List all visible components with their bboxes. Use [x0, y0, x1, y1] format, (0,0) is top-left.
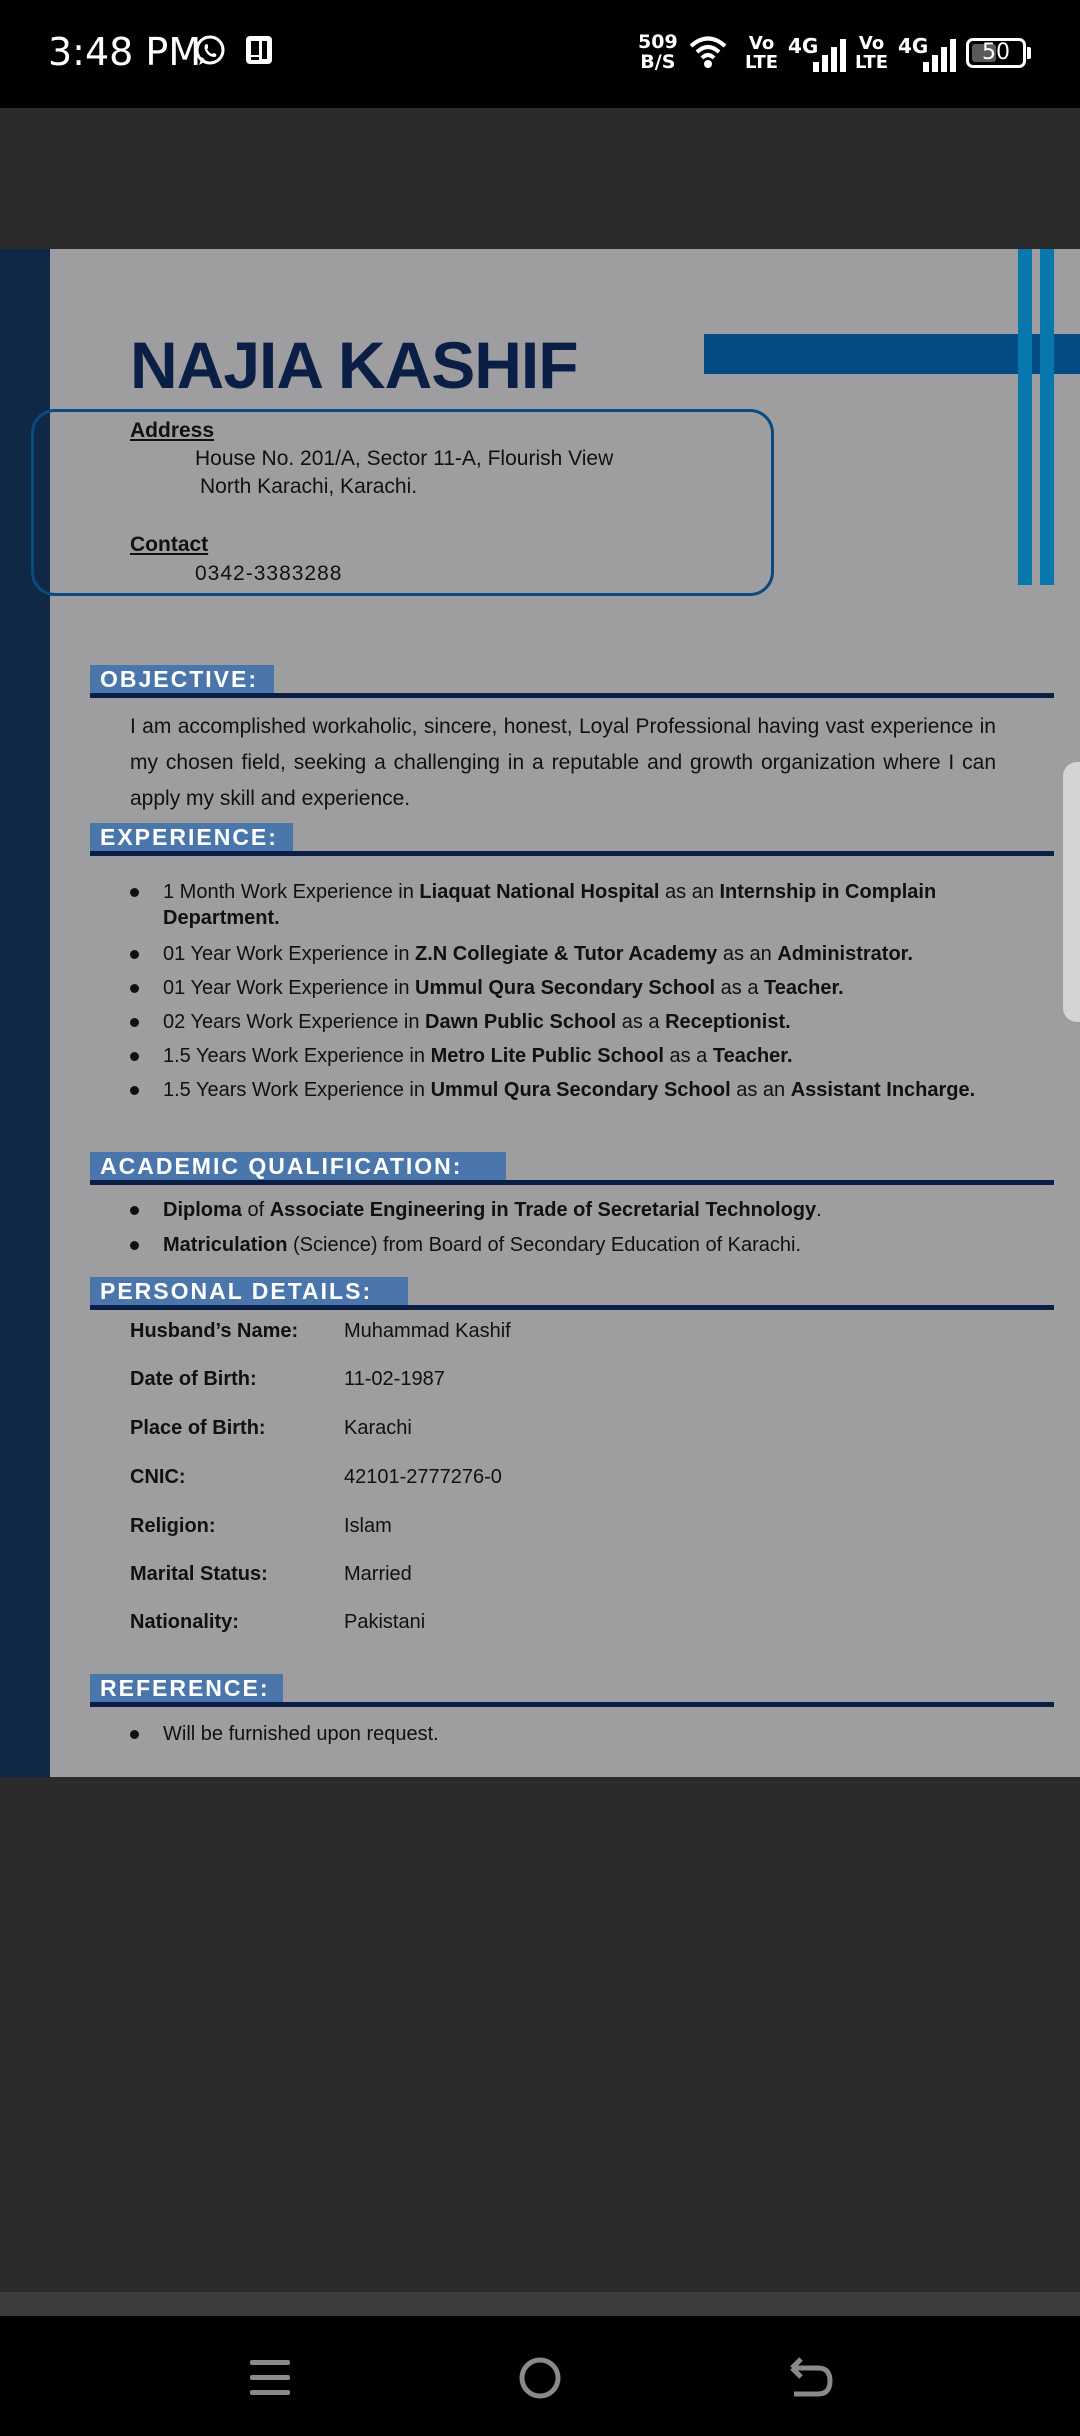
app-notification-icon: [244, 34, 274, 71]
home-button[interactable]: [500, 2344, 580, 2412]
address-line-1: House No. 201/A, Sector 11-A, Flourish View: [195, 447, 614, 470]
signal-icon: [812, 38, 848, 77]
detail-value: 11-02-1987: [344, 1368, 445, 1390]
battery-nub: [1027, 47, 1031, 59]
experience-heading: EXPERIENCE:: [90, 823, 293, 851]
list-item: 1 Month Work Experience in Liaquat National Hospital as an Internship in Complain Department.: [130, 879, 1010, 931]
list-item: 1.5 Years Work Experience in Metro Lite Public School as a Teacher.: [130, 1043, 1010, 1069]
objective-heading: OBJECTIVE:: [90, 665, 274, 693]
volte-top-label-2: Vo: [858, 33, 885, 54]
sim1-network-label: 4G: [788, 34, 819, 58]
detail-value: Muhammad Kashif: [344, 1320, 511, 1342]
status-bar: [0, 0, 1080, 108]
resume-page[interactable]: [0, 249, 1080, 1777]
reference-heading: REFERENCE:: [90, 1674, 283, 1702]
list-item: 01 Year Work Experience in Z.N Collegiate & Tutor Academy as an Administrator.: [130, 941, 1010, 967]
list-item: 01 Year Work Experience in Ummul Qura Secondary School as a Teacher.: [130, 975, 1010, 1001]
academic-list: [130, 1197, 1010, 1258]
menu-button[interactable]: [230, 2344, 310, 2412]
detail-label: Nationality:: [130, 1611, 239, 1633]
experience-rule: [90, 851, 1054, 856]
objective-text: I am accomplished workaholic, sincere, honest, Loyal Professional having vast experience in my chosen field, seeking a challenging in a reputable and growth organization where I can apply my skill and experience.: [130, 715, 996, 810]
net-speed-unit: B/S: [640, 51, 676, 73]
list-item: Will be furnished upon request.: [130, 1721, 1010, 1747]
volte-bottom-label-2: LTE: [855, 52, 889, 73]
reference-list: [130, 1721, 1010, 1747]
volte-top-label: Vo: [748, 33, 775, 54]
page-scroll-handle[interactable]: [1063, 762, 1080, 1022]
personal-heading: PERSONAL DETAILS:: [90, 1277, 408, 1305]
back-icon: [770, 2344, 850, 2412]
list-item: 1.5 Years Work Experience in Ummul Qura Secondary School as an Assistant Incharge.: [130, 1077, 1010, 1103]
detail-value: Karachi: [344, 1417, 412, 1439]
decor-vertical-line-1: [1018, 249, 1032, 585]
resume-name: NAJIA KASHIF: [130, 328, 578, 402]
sim2-network-label: 4G: [898, 34, 929, 58]
viewer-bottom-strip: [0, 2292, 1080, 2316]
academic-rule: [90, 1180, 1054, 1185]
battery-level: 50: [982, 40, 1010, 65]
contact-value: 0342-3383288: [195, 562, 343, 585]
home-icon: [500, 2344, 580, 2412]
list-item: Matriculation (Science) from Board of Secondary Education of Karachi.: [130, 1232, 1010, 1258]
navigation-bar: [0, 2316, 1080, 2436]
detail-value: Pakistani: [344, 1611, 426, 1633]
whatsapp-icon: [193, 34, 227, 73]
detail-label: Religion:: [130, 1515, 216, 1537]
personal-rule: [90, 1305, 1054, 1310]
detail-label: Date of Birth:: [130, 1368, 257, 1390]
detail-value: Islam: [344, 1515, 392, 1537]
volte-sim2: [855, 34, 888, 72]
detail-label: Husband’s Name:: [130, 1320, 299, 1342]
signal-icon: [922, 38, 958, 77]
academic-heading: ACADEMIC QUALIFICATION:: [90, 1152, 506, 1180]
address-label: Address: [130, 419, 215, 442]
volte-bottom-label: LTE: [745, 52, 779, 73]
menu-icon: [230, 2344, 310, 2412]
volte-sim1: [745, 34, 778, 72]
experience-list: [130, 879, 1010, 1103]
reference-rule: [90, 1702, 1054, 1707]
detail-value: 42101-2777276-0: [344, 1466, 502, 1488]
address-line-2: North Karachi, Karachi.: [200, 475, 418, 498]
detail-label: CNIC:: [130, 1466, 186, 1488]
battery-icon: [966, 38, 1026, 68]
list-item: 02 Years Work Experience in Dawn Public School as a Receptionist.: [130, 1009, 1010, 1035]
contact-label: Contact: [130, 533, 209, 556]
wifi-icon: [688, 32, 728, 77]
objective-rule: [90, 693, 1054, 698]
list-item: Diploma of Associate Engineering in Trade of Secretarial Technology.: [130, 1197, 1010, 1223]
detail-label: Place of Birth:: [130, 1417, 266, 1439]
detail-value: Married: [344, 1563, 412, 1585]
back-button[interactable]: [770, 2344, 850, 2412]
net-speed-value: 509: [638, 31, 678, 53]
detail-label: Marital Status:: [130, 1563, 268, 1585]
status-time: 3:48 PM: [48, 30, 202, 74]
net-speed: [638, 32, 678, 72]
decor-vertical-line-2: [1040, 249, 1054, 585]
